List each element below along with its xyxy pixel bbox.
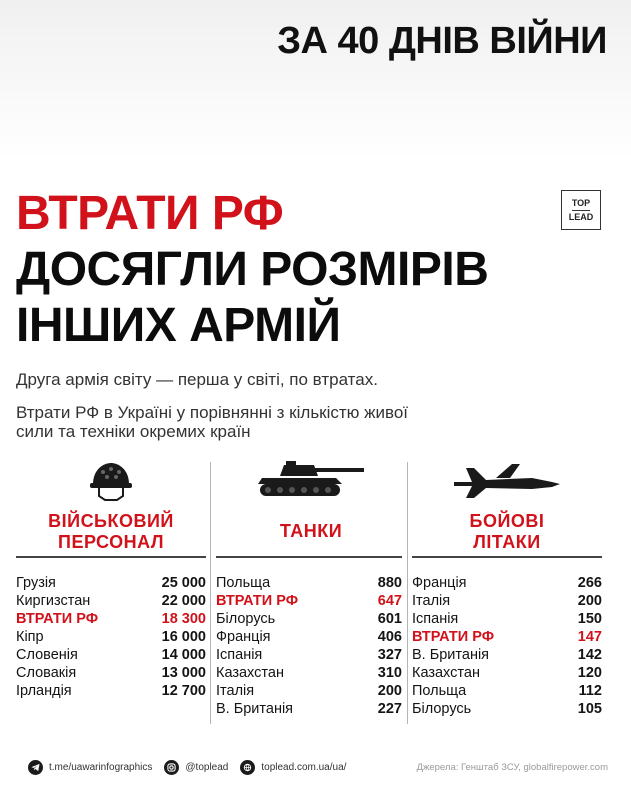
column-label-line1: БОЙОВІ [469,511,545,531]
fighter-jet-icon [452,460,562,502]
globe-icon [240,760,255,775]
column-underline [216,556,402,558]
list-item: Казахстан 310 [216,665,402,681]
column-header-aircraft [412,460,602,553]
list-item: Грузія 25 000 [16,575,206,591]
tanks-list [216,574,402,718]
brand-logo [561,190,601,230]
column-underline [412,556,602,558]
headline [16,186,488,354]
sources-note: Джерела: Генштаб ЗСУ, globalfirepower.com [416,761,608,773]
list-item: Словакія 13 000 [16,665,206,681]
telegram-link[interactable] [28,760,152,775]
telegram-handle: t.me/uawarinfographics [49,761,153,773]
instagram-handle: @toplead [185,761,229,773]
column-header-personnel [16,460,206,553]
personnel-list [16,574,206,700]
website-link[interactable] [240,760,346,775]
list-item: Казахстан 120 [412,665,602,681]
footer [28,757,608,777]
column-label-line2: ПЕРСОНАЛ [58,532,164,552]
list-item: Іспанія 150 [412,611,602,627]
list-item: Польща 112 [412,683,602,699]
list-item: Киргизстан 22 000 [16,593,206,609]
subtitle: Друга армія світу — перша у світі, по втратах. [16,370,378,389]
instagram-icon [164,760,179,775]
column-underline [16,556,206,558]
column-divider [407,462,408,724]
list-item: В. Британія 227 [216,701,402,717]
list-item: Ірландія 12 700 [16,683,206,699]
tank-icon [256,460,366,502]
column-label-line1: ВІЙСЬКОВИЙ [48,511,174,531]
headline-line3: ІНШИХ АРМІЙ [16,299,341,352]
website-url: toplead.com.ua/ua/ [261,761,347,773]
column-label-line2: ЛІТАКИ [473,532,541,552]
list-item: Білорусь 105 [412,701,602,717]
instagram-link[interactable] [164,760,228,775]
description: Втрати РФ в Україні у порівнянні з кількістю живої сили та техніки окремих країн [16,403,409,441]
brand-logo-line2: LEAD [568,211,594,222]
list-item-highlight: ВТРАТИ РФ 147 [412,629,602,645]
brand-logo-line1: TOP [572,198,590,211]
list-item: Франція 266 [412,575,602,591]
list-item: Іспанія 327 [216,647,402,663]
list-item: Польща 880 [216,575,402,591]
list-item: Словенія 14 000 [16,647,206,663]
headline-line2: ДОСЯГЛИ РОЗМІРІВ [16,243,489,296]
list-item-highlight: ВТРАТИ РФ 18 300 [16,611,206,627]
helmet-icon [89,460,133,502]
column-header-tanks [216,460,406,542]
list-item-highlight: ВТРАТИ РФ 647 [216,593,402,609]
list-item: Італія 200 [216,683,402,699]
top-title: ЗА 40 ДНІВ ВІЙНИ [277,20,607,62]
column-label-line1: ТАНКИ [279,521,343,541]
list-item: Італія 200 [412,593,602,609]
list-item: Франція 406 [216,629,402,645]
aircraft-list [412,574,602,718]
telegram-icon [28,760,43,775]
headline-line1: ВТРАТИ РФ [16,187,284,240]
column-divider [210,462,211,724]
list-item: В. Британія 142 [412,647,602,663]
list-item: Білорусь 601 [216,611,402,627]
list-item: Кіпр 16 000 [16,629,206,645]
